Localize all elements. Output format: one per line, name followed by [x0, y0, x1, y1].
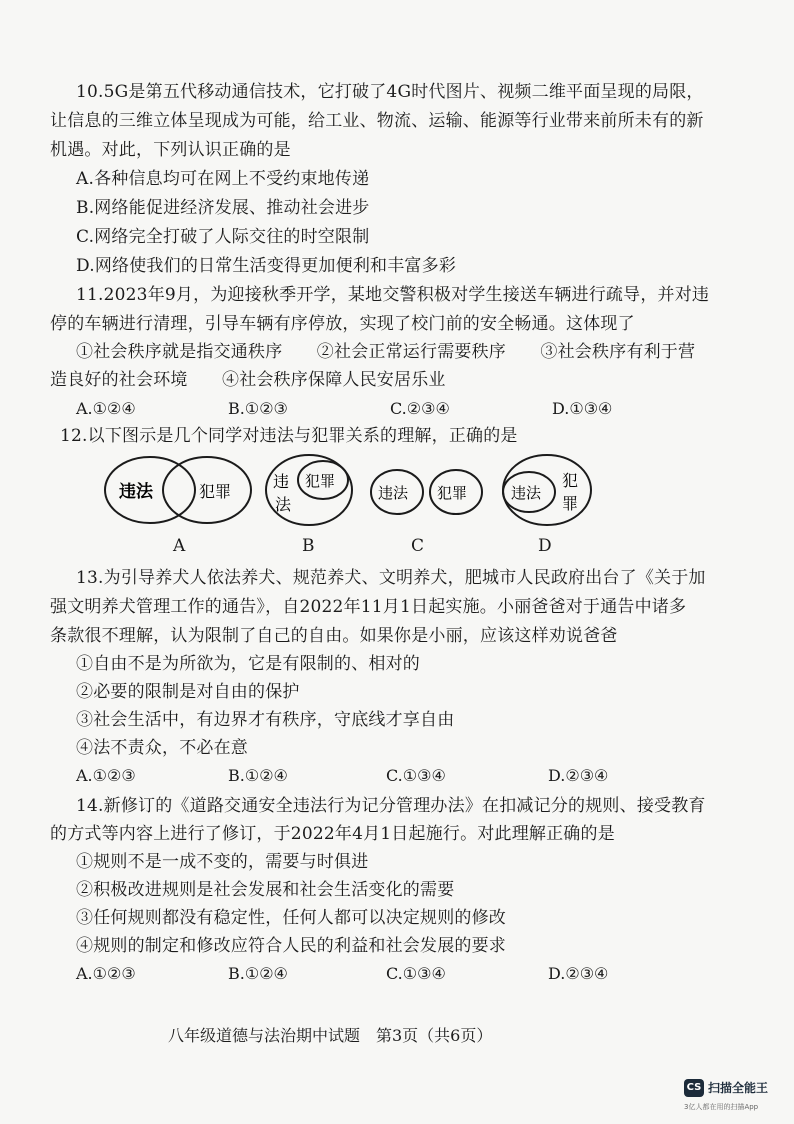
q13-option-d: D.②③④ — [548, 766, 609, 785]
page-footer: 八年级道德与法治期中试题 第3页（共6页） — [168, 1026, 493, 1045]
q13-statement-2: ②必要的限制是对自由的保护 — [76, 682, 300, 702]
diagram-b-outer-text-1: 违 — [273, 472, 290, 491]
q10-option-d: D.网络使我们的日常生活变得更加便利和丰富多彩 — [76, 256, 457, 276]
diagram-d-outer-text-1: 犯 — [562, 471, 579, 490]
q10-option-b: B.网络能促进经济发展、推动社会进步 — [76, 198, 370, 218]
diagram-d-inner-text: 违法 — [511, 484, 542, 502]
q11-stem-line: 停的车辆进行清理，引导车辆有序停放，实现了校门前的安全畅通。这体现了 — [50, 314, 635, 334]
q12-stem: 12.以下图示是几个同学对违法与犯罪关系的理解，正确的是 — [60, 426, 518, 446]
q14-stem-line: 14.新修订的《道路交通安全违法行为记分管理办法》在扣减记分的规则、接受教育 — [76, 796, 706, 816]
q14-option-c: C.①③④ — [386, 964, 446, 983]
q14-statement-4: ④规则的制定和修改应符合人民的利益和社会发展的要求 — [76, 936, 506, 956]
q11-option-b: B.①②③ — [228, 399, 288, 418]
q10-stem-line: 机遇。对此，下列认识正确的是 — [50, 140, 291, 160]
q11-option-a: A.①②④ — [76, 399, 136, 418]
violation-crime-diagrams — [95, 452, 615, 562]
q13-option-c: C.①③④ — [386, 766, 446, 785]
q11-option-d: D.①③④ — [552, 399, 613, 418]
q14-stem-line: 的方式等内容上进行了修订，于2022年4月1日起施行。对此理解正确的是 — [50, 824, 615, 844]
q13-option-b: B.①②④ — [228, 766, 288, 785]
q11-option-c: C.②③④ — [390, 399, 450, 418]
scanner-tagline: 3亿人都在用的扫描App — [684, 1103, 759, 1111]
diagram-a-label: A — [173, 536, 186, 556]
diagram-b-outer-text-2: 法 — [275, 495, 292, 514]
q14-statement-2: ②积极改进规则是社会发展和社会生活变化的需要 — [76, 880, 455, 900]
q14-option-d: D.②③④ — [548, 964, 609, 983]
bleed-through-text — [440, 170, 454, 190]
q14-option-b: B.①②④ — [228, 964, 288, 983]
q14-option-a: A.①②③ — [76, 964, 136, 983]
q10-stem-line: 让信息的三维立体呈现成为可能，给工业、物流、运输、能源等行业带来前所未有的新 — [50, 111, 704, 131]
diagram-b-inner-text: 犯罪 — [305, 472, 336, 490]
scanner-watermark — [684, 1077, 784, 1117]
q11-statement-line: ①社会秩序就是指交通秩序 ②社会正常运行需要秩序 ③社会秩序有利于营 — [76, 342, 696, 362]
scanner-brand-name: 扫描全能王 — [708, 1081, 769, 1095]
q13-stem-line: 13.为引导养犬人依法养犬、规范养犬、文明养犬，肥城市人民政府出台了《关于加 — [76, 568, 706, 588]
scanner-logo-icon: CS — [684, 1079, 704, 1097]
q10-stem-line: 10.5G是第五代移动通信技术，它打破了4G时代图片、视频二维平面呈现的局限， — [76, 82, 704, 102]
diagram-d — [503, 455, 591, 525]
diagram-a-left-text: 违法 — [119, 482, 153, 502]
q13-stem-line: 强文明养犬管理工作的通告》，自2022年11月1日起实施。小丽爸爸对于通告中诸多 — [50, 597, 687, 617]
q10-option-a: A.各种信息均可在网上不受约束地传递 — [76, 169, 370, 189]
diagram-a-right-text: 犯罪 — [199, 482, 232, 501]
venn-diagrams-svg — [95, 452, 615, 532]
diagram-c — [371, 470, 482, 514]
q11-statement-line: 造良好的社会环境 ④社会秩序保障人民安居乐业 — [50, 370, 446, 390]
q13-statement-3: ③社会生活中，有边界才有秩序，守底线才享自由 — [76, 710, 455, 730]
diagram-d-outer-text-2: 罪 — [562, 494, 579, 513]
diagram-c-label: C — [411, 536, 425, 556]
diagram-a — [105, 457, 251, 523]
q13-statement-1: ①自由不是为所欲为，它是有限制的、相对的 — [76, 654, 420, 674]
q11-stem-line: 11.2023年9月，为迎接秋季开学，某地交警积极对学生接送车辆进行疏导，并对违 — [76, 285, 710, 305]
q13-stem-line: 条款很不理解，认为限制了自己的自由。如果你是小丽，应该这样劝说爸爸 — [50, 626, 618, 646]
q10-option-c: C.网络完全打破了人际交往的时空限制 — [76, 227, 370, 247]
diagram-b-label: B — [302, 536, 315, 556]
q13-statement-4: ④法不责众，不必在意 — [76, 738, 248, 758]
diagram-d-label: D — [538, 536, 552, 556]
diagram-c-right-text: 犯罪 — [437, 484, 468, 502]
q13-option-a: A.①②③ — [76, 766, 136, 785]
q14-statement-1: ①规则不是一成不变的，需要与时俱进 — [76, 852, 369, 872]
diagram-b — [266, 455, 352, 525]
diagram-c-left-text: 违法 — [378, 484, 409, 502]
q14-statement-3: ③任何规则都没有稳定性，任何人都可以决定规则的修改 — [76, 908, 506, 928]
